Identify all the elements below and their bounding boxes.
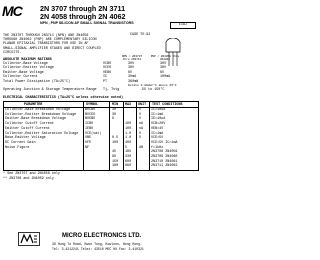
- elec-param: Collector-Base Breakdown Voltage: [5, 108, 71, 112]
- footer-company: MICRO ELECTRONICS LTD.: [62, 233, 142, 239]
- elec-param: DC Current Gain: [5, 140, 36, 145]
- temp-range-param: Operating Junction & Storage Temperature Range: [3, 88, 97, 92]
- abs-ratings-table: [3, 62, 193, 84]
- temp-range-value: -55 to 150°C: [140, 88, 165, 92]
- elec-max: 600: [125, 159, 132, 164]
- elec-symbol: BVCBO: [85, 108, 96, 112]
- elec-cond: IC=1mA: [151, 131, 164, 136]
- elec-min: 45: [112, 150, 117, 155]
- elec-col-header: UNIT: [138, 102, 147, 107]
- elec-heading: ELECTRICAL CHARACTERISTICS (TA=25°C unless otherwise noted): [3, 96, 124, 100]
- elec-row: [4, 150, 198, 154]
- abs-row: [3, 80, 193, 84]
- abs-param: Collector Current: [3, 75, 38, 80]
- abs-param: Emitter-Base Voltage: [3, 70, 44, 75]
- part-number-title-2: 2N 4058 through 2N 4062: [40, 12, 126, 21]
- elec-row: [4, 136, 198, 140]
- elec-param: Collector-Emitter Breakdown Voltage: [5, 112, 77, 117]
- elec-col-header: MIN: [112, 102, 119, 107]
- temp-range-symbol: Tj, Tstg: [103, 88, 120, 92]
- elec-max: 330: [125, 155, 132, 159]
- elec-min: 30: [112, 108, 117, 112]
- elec-cond: f=1kHz: [151, 145, 164, 150]
- elec-symbol: IEBO: [85, 126, 94, 131]
- derate-note: Derate 2.88mW/°C above 25°C: [128, 84, 177, 87]
- abs-col-header-pnp: PNP / 2N4058 thru 2N4062: [150, 55, 180, 61]
- description-line: CIRCUITS.: [3, 50, 22, 55]
- elec-cond: 2N3708 2N4059: [151, 150, 178, 155]
- elec-col-header: SYMBOL: [86, 102, 99, 107]
- elec-cond: VCB=20V: [151, 122, 166, 127]
- elec-symbol: ICBO: [85, 122, 94, 127]
- abs-symbol: PT: [103, 79, 108, 84]
- page-subtitle: NPN , PNP SILICON AF SMALL SIGNAL TRANSISTORS: [40, 21, 134, 25]
- elec-symbol: BVCEO: [85, 112, 96, 117]
- case-label: CASE TO-92: [130, 33, 151, 37]
- elec-cond: 2N3710 2N4061: [151, 159, 178, 164]
- elec-min: 100: [112, 140, 119, 145]
- elec-col-header: TEST CONDITIONS: [152, 102, 183, 107]
- footnote: * See 2N3707 and 2N4058 only: [3, 172, 60, 176]
- elec-symbol: VBE: [85, 136, 92, 141]
- description-line: THROUGH 2N4062 (PNP) ARE COMPLEMENTARY SILICON: [3, 38, 97, 43]
- part-number-title-1: 2N 3707 through 2N 3711: [40, 4, 126, 13]
- elec-param: Base-Emitter Voltage: [5, 136, 46, 141]
- elec-max: 400: [125, 140, 132, 145]
- abs-symbol: VCEO: [103, 66, 112, 71]
- footnote: ** 2N3708 and 2N4059 only: [3, 177, 54, 181]
- elec-header-row: [4, 103, 198, 107]
- footer-address: 38 Hung To Road, Kwun Tong, Kowloon, Hong Kong.: [52, 242, 142, 246]
- abs-symbol: VCBO: [103, 62, 112, 66]
- elec-symbol: NF: [85, 145, 90, 150]
- elec-col-header: PARAMETER: [24, 102, 43, 107]
- elec-unit: dB: [139, 145, 144, 150]
- abs-param: Total Power Dissipation (TA=25°C): [3, 79, 71, 84]
- elec-row: [4, 117, 198, 121]
- abs-value-npn: 6V: [128, 70, 133, 75]
- abs-symbol: IC: [103, 75, 108, 80]
- description-line: THE 2N3707 THROUGH 2N3711 (NPN) AND 2N4058: [3, 34, 89, 38]
- elec-min: 0.5: [112, 136, 119, 141]
- elec-col-header: MAX: [125, 102, 132, 107]
- abs-row: [3, 66, 193, 70]
- abs-param: Collector-Base Voltage: [3, 62, 48, 66]
- elec-row: [4, 122, 198, 126]
- elec-max: 1.0: [125, 131, 132, 136]
- elec-row: [4, 132, 198, 136]
- elec-max: 100: [125, 122, 132, 127]
- elec-unit: V: [139, 112, 142, 117]
- elec-row: [4, 108, 198, 112]
- abs-value-npn: 360mW: [128, 79, 139, 84]
- description-line: SMALL-SIGNAL AMPLIFIER STAGES AND DIRECT COUPLED: [3, 46, 101, 51]
- header-logo-box: EIAJ: [170, 22, 196, 29]
- elec-min: 6: [112, 117, 115, 122]
- abs-value-npn: 30mA: [128, 75, 137, 80]
- elec-max: 5: [125, 145, 128, 150]
- elec-cond: IC=10uA: [151, 108, 166, 112]
- elec-max: 1.0: [125, 136, 132, 141]
- elec-cond: VEB=4V: [151, 126, 164, 131]
- elec-symbol: VCE(sat): [85, 131, 102, 136]
- elec-cond: VCE=5V IC=1mA: [151, 140, 178, 145]
- abs-symbol: VEBO: [103, 70, 112, 75]
- elec-min: 90: [112, 155, 117, 159]
- elec-unit: V: [139, 136, 142, 141]
- elec-unit: nA: [139, 126, 144, 131]
- elec-max: 660: [125, 164, 132, 169]
- elec-param: Emitter Cutoff Current: [5, 126, 50, 131]
- elec-cond: IE=10uA: [151, 117, 166, 122]
- elec-min: 30: [112, 112, 117, 117]
- elec-param: Collector Cutoff Current: [5, 122, 54, 127]
- elec-unit: nA: [139, 122, 144, 127]
- abs-value-npn: 30V: [128, 62, 135, 66]
- description-line: PLANAR EPITAXIAL TRANSISTORS FOR USE IN AF: [3, 42, 89, 47]
- elec-min: 150: [112, 159, 119, 164]
- abs-value-pnp: 100mA: [160, 75, 171, 80]
- abs-value-npn: 30V: [128, 66, 135, 71]
- elec-symbol: hFE: [85, 140, 92, 145]
- elec-cond: 2N3709 2N4060: [151, 155, 178, 159]
- elec-max: 165: [125, 150, 132, 155]
- elec-min: 180: [112, 164, 119, 169]
- elec-row: [4, 160, 198, 164]
- elec-cond: VCE=5V: [151, 136, 164, 141]
- abs-value-pnp: 30V: [160, 62, 167, 66]
- elec-max: 100: [125, 126, 132, 131]
- elec-param: Emitter-Base Breakdown Voltage: [5, 117, 67, 122]
- elec-param: Noise Figure: [5, 145, 30, 150]
- company-logo: MC: [2, 3, 22, 19]
- elec-unit: V: [139, 131, 142, 136]
- elec-row: [4, 146, 198, 150]
- description: [3, 34, 101, 55]
- elec-symbol: BVEBO: [85, 117, 96, 122]
- footer-logo: [18, 232, 40, 246]
- elec-unit: V: [139, 117, 142, 122]
- elec-row: [4, 127, 198, 131]
- abs-col-header-npn: NPN / 2N3707 thru 2N3711: [121, 55, 143, 61]
- abs-row: [3, 75, 193, 79]
- elec-unit: V: [139, 108, 142, 112]
- elec-row: [4, 164, 198, 168]
- abs-ratings-heading: ABSOLUTE MAXIMUM RATINGS: [3, 58, 52, 62]
- abs-value-pnp: 30V: [160, 66, 167, 71]
- elec-cond: 2N3711 2N4062: [151, 164, 178, 169]
- footer-contact: Tel: 3-4212241 Telex: 43510 MEC HX Fax: 3-410321: [52, 247, 144, 251]
- elec-param: Collector-Emitter Saturation Voltage: [5, 131, 79, 136]
- abs-value-pnp: 6V: [160, 70, 165, 75]
- elec-row: [4, 155, 198, 159]
- elec-cond: IC=1mA: [151, 112, 164, 117]
- elec-row: [4, 141, 198, 145]
- abs-param: Collector-Emitter Voltage: [3, 66, 54, 71]
- elec-table: [3, 101, 199, 171]
